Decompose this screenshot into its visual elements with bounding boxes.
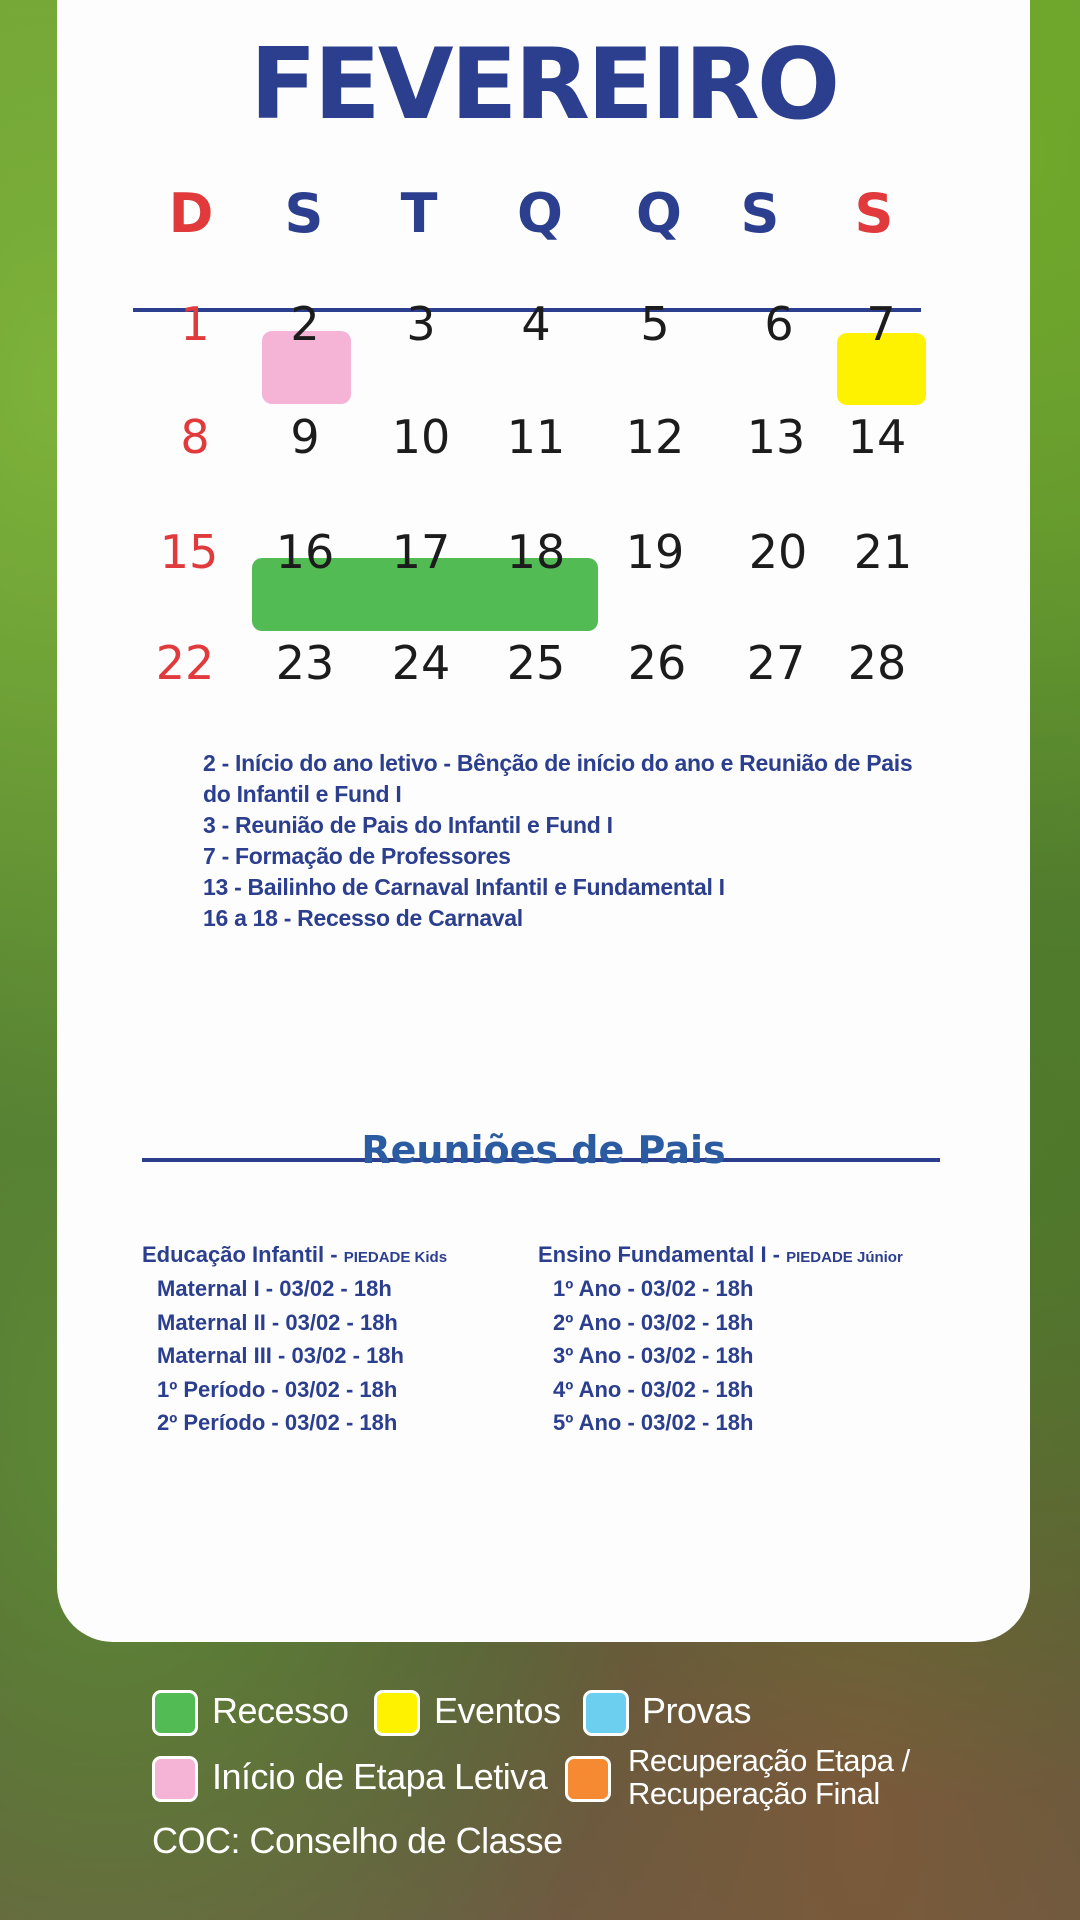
weekday-friday: S [740, 182, 780, 245]
day-25: 25 [506, 636, 566, 690]
meeting-row: 3º Ano - 03/02 - 18h [553, 1343, 754, 1368]
fundamental-column [538, 1242, 903, 1440]
legend-label-recuperacao-line1: Recuperação Etapa / [628, 1743, 910, 1778]
day-9: 9 [290, 410, 320, 464]
event-item: 16 a 18 - Recesso de Carnaval [203, 905, 523, 931]
day-8: 8 [180, 410, 210, 464]
meeting-row: Maternal I - 03/02 - 18h [157, 1276, 392, 1301]
infantil-heading [142, 1242, 447, 1268]
event-item: 2 - Início do ano letivo - Bênção de início do ano e Reunião de Pais [203, 750, 913, 776]
events-list [203, 748, 1023, 934]
infantil-heading-sub: PIEDADE Kids [343, 1249, 448, 1266]
legend-swatch-recuperacao [565, 1756, 611, 1802]
meeting-row: 2º Ano - 03/02 - 18h [553, 1309, 754, 1335]
day-13: 13 [746, 410, 806, 464]
meeting-row: Maternal II - 03/02 - 18h [157, 1309, 398, 1335]
meeting-row: 2º Período - 03/02 - 18h [157, 1410, 398, 1435]
meeting-row: 5º Ano - 03/02 - 18h [553, 1410, 754, 1435]
day-28: 28 [847, 636, 907, 690]
weekday-thursday: Q [636, 182, 682, 245]
legend-swatch-eventos [374, 1690, 420, 1736]
day-21: 21 [853, 525, 913, 579]
day-22: 22 [155, 636, 215, 690]
day-23: 23 [275, 636, 335, 690]
legend-swatch-provas [583, 1690, 629, 1736]
day-20: 20 [748, 525, 808, 579]
weekday-tuesday: T [400, 182, 438, 245]
day-16: 16 [275, 525, 335, 579]
fundamental-heading-sub: PIEDADE Júnior [786, 1249, 903, 1266]
day-12: 12 [625, 410, 685, 464]
day-11: 11 [506, 410, 566, 464]
infantil-heading-text: Educação Infantil - [142, 1242, 344, 1267]
meeting-row: 4º Ano - 03/02 - 18h [553, 1376, 754, 1402]
legend-label-recuperacao-line2: Recuperação Final [628, 1776, 880, 1811]
weekday-sunday: D [168, 182, 214, 245]
month-title: FEVEREIRO [249, 28, 838, 142]
legend-label-eventos: Eventos [434, 1690, 561, 1731]
day-15: 15 [159, 525, 219, 579]
legend-swatch-inicio-etapa [152, 1756, 198, 1802]
day-2: 2 [290, 297, 320, 351]
day-27: 27 [746, 636, 806, 690]
day-19: 19 [625, 525, 685, 579]
event-item: do Infantil e Fund I [203, 781, 402, 807]
meeting-row: 1º Período - 03/02 - 18h [157, 1376, 398, 1402]
legend-label-recesso: Recesso [212, 1690, 349, 1731]
event-item: 3 - Reunião de Pais do Infantil e Fund I [203, 812, 613, 838]
day-4: 4 [521, 297, 551, 351]
calendar-card [57, 0, 1030, 1642]
event-item: 13 - Bailinho de Carnaval Infantil e Fundamental I [203, 874, 725, 900]
legend-label-provas: Provas [642, 1690, 752, 1731]
day-3: 3 [406, 297, 436, 351]
day-24: 24 [391, 636, 451, 690]
legend-coc-note: COC: Conselho de Classe [152, 1820, 563, 1861]
legend-label-recuperacao [628, 1744, 910, 1810]
day-7: 7 [866, 297, 896, 351]
weekday-wednesday: Q [517, 182, 563, 245]
meeting-row: 1º Ano - 03/02 - 18h [553, 1276, 754, 1301]
day-6: 6 [764, 297, 794, 351]
fundamental-heading [538, 1242, 903, 1268]
weekday-saturday: S [854, 182, 894, 245]
legend-label-inicio-etapa: Início de Etapa Letiva [212, 1756, 548, 1797]
event-item: 7 - Formação de Professores [203, 843, 511, 869]
day-10: 10 [391, 410, 451, 464]
infantil-column [142, 1242, 447, 1440]
meeting-row: Maternal III - 03/02 - 18h [157, 1343, 404, 1368]
fundamental-heading-text: Ensino Fundamental I - [538, 1242, 787, 1267]
day-17: 17 [391, 525, 451, 579]
weekday-monday: S [284, 182, 324, 245]
day-5: 5 [640, 297, 670, 351]
legend-swatch-recesso [152, 1690, 198, 1736]
day-26: 26 [627, 636, 687, 690]
reunioes-title: Reuniões de Pais [361, 1128, 726, 1172]
day-14: 14 [847, 410, 907, 464]
day-1: 1 [180, 297, 210, 351]
day-18: 18 [506, 525, 566, 579]
